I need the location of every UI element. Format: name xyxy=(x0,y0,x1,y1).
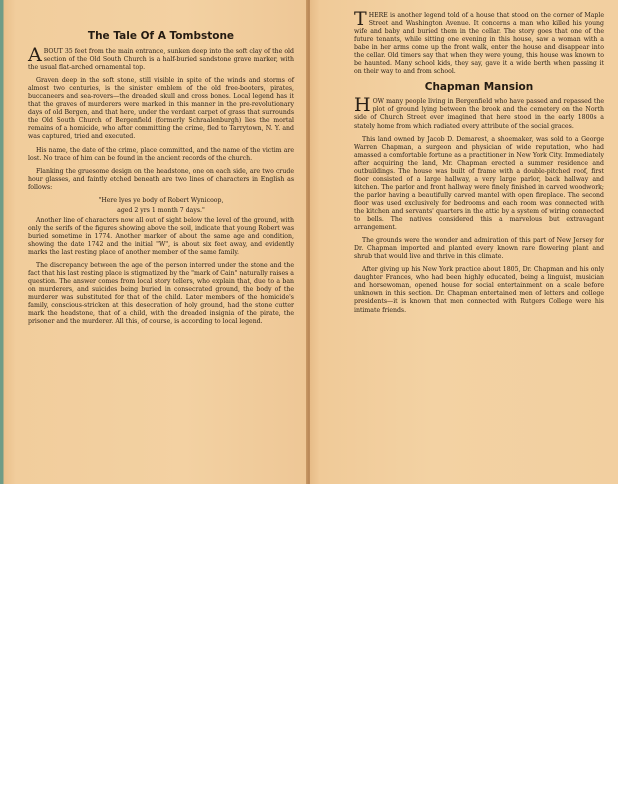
tombstone-paragraph-6: The discrepancy between the age of the person interred under the stone and the fact that his last resting place is stigmatized by the "mark of Cain" naturally raises a question. The answer comes from local story tellers, who explain that, due to a ban on murderers, and suicides being buried in consecrated ground, the body of the murderer was substituted for that of the child. Later members of the homicide's family, conscious-stricken at this desecration of holy ground, had the stone cutter mark the headstone, that of a child, with the dreaded insignia of the pirate, the prisoner and the murderer. All this, of course, is according to local legend. xyxy=(28,261,294,326)
tombstone-paragraph-2: Graven deep in the soft stone, still visible in spite of the winds and storms of almost two centuries, is the sinister emblem of the old free-booters, pirates, buccaneers and sea-rovers—the dreaded skull and cross bones. Local legend has it that the graves of murderers were marked in this manner in the pre-revolutionary days of old Bergen, and that here, under the verdant carpet of grass that surrounds the Old South Church of Bergenfield (formerly Schraalenburgh) lies the mortal remains of a homicide, who after committing the crime, fled to Tarrytown, N. Y. and was captured, tried and executed. xyxy=(28,77,294,141)
chapman-paragraph-1: HOW many people living in Bergenfield who have passed and repassed the plot of ground lying between the brook and the cemetery on the North side of Church Street ever imagined that here stood in the early 1800s a stately home from which radiated every attribute of the social graces. xyxy=(354,94,604,130)
chapman-paragraph-2: This land owned by Jacob D. Demarest, a shoemaker, was sold to a George Warren Chapman, a surgeon and physician of wide reputation, who had amassed a comfortable fortune as a practitioner in New York City. Immediately after acquiring the land, Mr. Chapman erected a summer residence and outbuildings. The house was built of frame with a double-pitched roof, first floor consisted of a large hallway, a very large parlor, back hallway and kitchen. The parlor and front hallway were finely finished in carved woodwork; the parlor having a beautifully carved mantel with open fireplace. The second floor was used exclusively for bedrooms and each room was connected with the kitchen and servants' quarters in the attic by a system of wiring connected to bells. The natives considered this a marvelous but extravagant arrangement. xyxy=(354,135,604,232)
tombstone-paragraph-4: Flanking the gruesome design on the headstone, one on each side, are two crude hour glasses, and faintly etched beneath are two lines of characters in English as follows: xyxy=(28,167,294,191)
drop-cap-h: H xyxy=(354,94,371,117)
epitaph-line-1: "Here lyes ye body of Robert Wynicoop, xyxy=(98,196,224,204)
tombstone-paragraph-1: ABOUT 35 feet from the main entrance, sunken deep into the soft clay of the old section of the Old South Church is a half-buried sandstone grave marker, with the usual flat-arched ornamental top. xyxy=(28,44,294,72)
legend-paragraph: THERE is another legend told of a house that stood on the corner of Maple Street and Washington Avenue. It concerns a man who killed his young wife and baby and buried them in the cellar. The story goes that one of the future tenants, while sitting one evening in this house, saw a woman with a babe in her arms come up the front walk, enter the house and disappear into the cellar. Old timers say that when they were young, this house was known to be haunted. Many school kids, they say, gave it a wide berth when passing it on their way to and from school. xyxy=(354,8,604,76)
drop-cap-a: A xyxy=(28,44,42,66)
chapman-paragraph-4: After giving up his New York practice about 1805, Dr. Chapman and his only daughter Frances, who had been highly educated, being a linguist, musician and horsewoman, opened house for social entertainment on a scale before unknown in this section. Dr. Chapman entertained men of letters and college presidents—it is known that men connected with Rutgers College were his intimate friends. xyxy=(354,266,604,314)
tombstone-title: The Tale Of A Tombstone xyxy=(87,30,235,42)
chapman-paragraph-3: The grounds were the wonder and admiration of this part of New Jersey for Dr. Chapman imported and planted every known rare flowering plant and shrub that would live and thrive in this climate. xyxy=(354,237,604,261)
right-page xyxy=(310,0,618,484)
tombstone-paragraph-3: His name, the date of the crime, place committed, and the name of the victim are lost. No trace of him can be found in the ancient records of the church. xyxy=(28,146,294,162)
drop-cap-t: T xyxy=(354,8,367,30)
epitaph-line-2: aged 2 yrs 1 month 7 days." xyxy=(117,206,205,214)
chapman-title: Chapman Mansion xyxy=(424,81,534,94)
tombstone-paragraph-5: Another line of characters now all out of sight below the level of the ground, with only the serifs of the figures showing above the soil, indicate that young Robert was buried sometime in 1774. Another marker of about the same age and condition, showing the date 1742 and the initial "W", is about six feet away, and evidently marks the last resting place of another member of the same family. xyxy=(28,216,294,256)
left-page xyxy=(0,0,308,484)
